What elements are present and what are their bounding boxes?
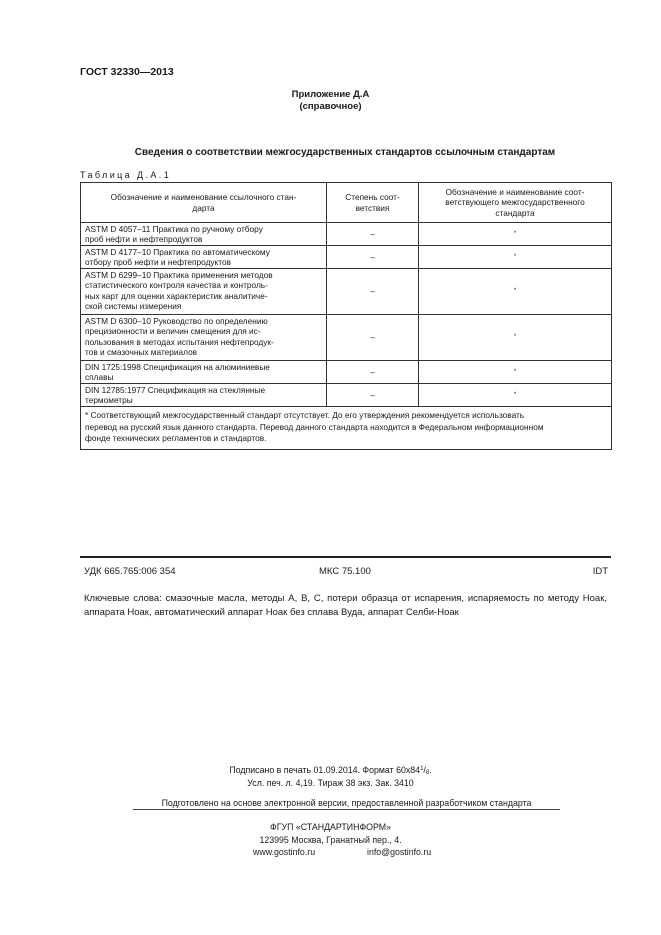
print-details: Усл. печ. л. 4,19. Тираж 38 экз. Зак. 3410 — [247, 778, 414, 788]
degree-cell: – — [327, 315, 419, 361]
equivalent-cell: * — [419, 269, 612, 315]
correspondence-table — [80, 182, 612, 450]
degree-cell: – — [327, 269, 419, 315]
signed-for-print: Подписано в печать 01.09.2014. Формат $60x84^1/8$. — [229, 765, 432, 776]
table-footnote-row — [81, 407, 612, 450]
publisher-email[interactable]: info@gostinfo.ru — [367, 847, 432, 857]
horizontal-rule — [80, 556, 611, 558]
header-reference-standard: Обозначение и наименование ссылочного стан- дарта — [81, 183, 327, 223]
degree-cell: – — [327, 246, 419, 269]
idt-mark: IDT — [592, 566, 608, 577]
table-row — [81, 384, 612, 407]
publisher-name: ФГУП «СТАНДАРТИНФОРМ» — [270, 822, 391, 832]
udk-code: УДК 665.765:006 354 — [84, 566, 176, 577]
reference-standard-cell: DIN 12785:1977 Спецификация на стеклянные термометры — [81, 384, 327, 407]
equivalent-cell: * — [419, 361, 612, 384]
reference-standard-cell: ASTM D 4057–11 Практика по ручному отбору проб нефти и нефтепродуктов — [81, 223, 327, 246]
equivalent-cell: * — [419, 246, 612, 269]
degree-cell: – — [327, 384, 419, 407]
table-row — [81, 246, 612, 269]
mks-code: МКС 75.100 — [319, 566, 371, 577]
equivalent-cell: * — [419, 384, 612, 407]
prepared-note: Подготовлено на основе электронной версии, предоставленной разработчиком стандарта — [133, 798, 560, 810]
reference-standard-cell: ASTM D 6300–10 Руководство по определению прецизионности и величин смещения для ис- пользования в методах испытания нефтепродук- тов и смазочных материалов — [81, 315, 327, 361]
header-interstate-standard: Обозначение и наименование соот- ветствующего межгосударственного стандарта — [419, 183, 612, 223]
table-row — [81, 315, 612, 361]
equivalent-cell: * — [419, 223, 612, 246]
table-label: Таблица Д.А.1 — [80, 170, 172, 180]
publisher-address: 123995 Москва, Гранатный пер., 4. — [259, 835, 402, 845]
table-row — [81, 223, 612, 246]
table-row — [81, 361, 612, 384]
annex-title: Приложение Д.А — [291, 89, 370, 100]
reference-standard-cell: DIN 1725:1998 Спецификация на алюминиевые сплавы — [81, 361, 327, 384]
table-row — [81, 269, 612, 315]
equivalent-cell: * — [419, 315, 612, 361]
reference-standard-cell: ASTM D 4177–10 Практика по автоматическому отбору проб нефти и нефтепродуктов — [81, 246, 327, 269]
document-code: ГОСТ 32330—2013 — [80, 66, 174, 78]
reference-standard-cell: ASTM D 6299–10 Практика применения методов статистического контроля качества и контроль- ных карт для оценки характеристик аналитиче- ской системы измерения — [81, 269, 327, 315]
header-degree-of-correspondence: Степень соот- ветствия — [327, 183, 419, 223]
publisher-website[interactable]: www.gostinfo.ru — [253, 847, 316, 857]
degree-cell: – — [327, 223, 419, 246]
section-title: Сведения о соответствии межгосударственных стандартов ссылочным стандартам — [134, 147, 556, 158]
annex-subtitle: (справочное) — [299, 101, 362, 112]
degree-cell: – — [327, 361, 419, 384]
table-footnote: * Соответствующий межгосударственный стандарт отсутствует. До его утверждения рекомендуется использовать перевод на русский язык данного стандарта. Перевод данного стандарта находится в Федеральном информационном фонде технических регламентов и стандартов. — [81, 407, 612, 450]
keywords: Ключевые слова: смазочные масла, методы А, В, С, потери образца от испарения, испаряемость по методу Ноак, аппарата Ноак, автоматический аппарат Ноак без сплава Вуда, аппарат Селби-Ноак — [84, 593, 607, 618]
annex-heading — [0, 89, 661, 113]
table-header-row — [81, 183, 612, 223]
